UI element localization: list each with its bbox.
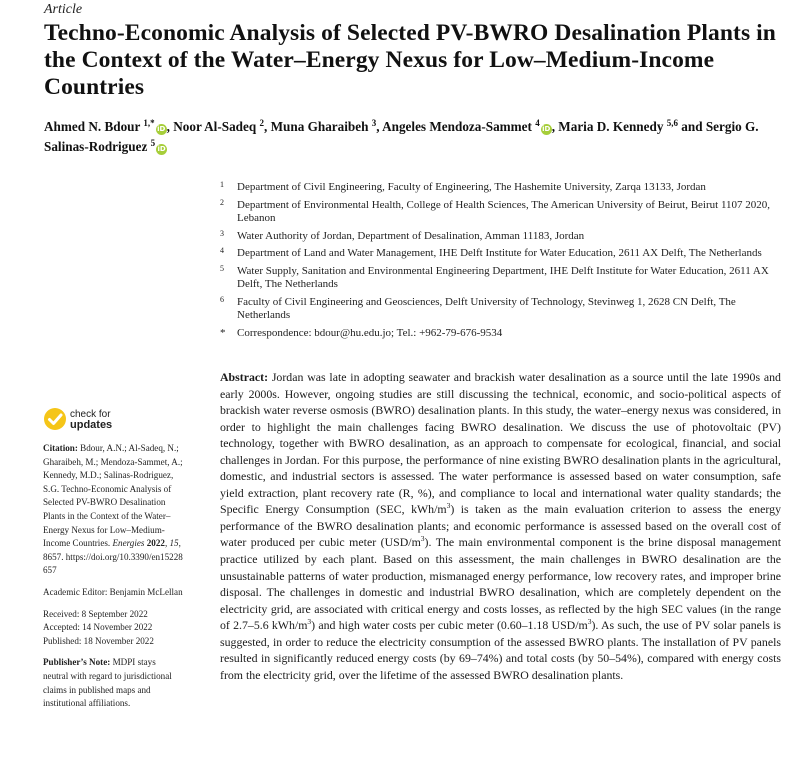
sup-1: 3 <box>446 501 451 511</box>
citation-doi-link[interactable]: https://doi.org/10.3390/en15228657 <box>43 551 183 576</box>
author-name: Sergio G. Salinas-Rodriguez <box>44 119 759 154</box>
author-name: Muna Gharaibeh <box>270 119 372 134</box>
affiliation-text: Department of Civil Engineering, Faculty of Engineering, The Hashemite University, Zarqa 13133, Jordan <box>237 181 706 193</box>
citation-block: Citation: Bdour, A.N.; Al-Sadeq, N.; Gharaibeh, M.; Mendoza-Sammet, A.; Kennedy, M.D.; Salinas-Rodriguez, S.G. Techno-Economic Analysis of Selected PV-BWRO Desalination Plants in the Context of the Water–Energy Nexus for Low–Medium-Income Countries. Energies 2022, 15, 8657. https://doi.org/10.3390/en15228657 <box>43 443 183 576</box>
author-separator: , <box>166 119 174 134</box>
affiliation-text: Department of Environmental Health, College of Health Sciences, The American University of Beirut, Beirut 1107 2020, Lebanon <box>237 198 771 224</box>
accepted-date: Accepted: 14 November 2022 <box>43 622 153 633</box>
affiliation-item <box>220 247 780 261</box>
published-date: Published: 18 November 2022 <box>43 635 154 646</box>
abstract-text-1: Jordan was late in adopting seawater and brackish water desalination as a source until the late 1990s and early 2000s. However, ongoing studies are still discussing the technical, economic, and socio-political aspects of brackish water reverse osmosis (BWRO) desalination plants. In this study, the water–energy nexus was considered, in order to highlight the main challenges facing BWRO desalination. We discuss the use of photovoltaic (PV) technology, together with BWRO desalination, as an approach to compensate for ecological, financial, and social challenges in Jordan. For this purpose, the performance of nine existing BWRO desalination plants in the agricultural, domestic, and industrial sectors is assessed. The water performance is assessed based on water consumption, safe yield extraction, plant recovery rate (R, %), and compliance to local and international water quality standards; the Specific Energy Consumption (SEC, kWh/m <box>220 370 781 517</box>
citation-volume: 15 <box>169 538 179 549</box>
citation-year: 2022 <box>146 538 165 549</box>
author-affiliation-sup: 3 <box>371 118 377 128</box>
citation-article-no: 8657. <box>43 551 64 562</box>
author-name: Maria D. Kennedy <box>558 119 667 134</box>
sup-3: 3 <box>307 617 312 627</box>
affiliation-number: 6 <box>220 294 224 304</box>
affiliation-number: 2 <box>220 197 224 207</box>
affiliation-number: 1 <box>220 180 224 189</box>
dates-block <box>43 608 183 649</box>
affiliation-item <box>220 327 780 341</box>
abstract <box>220 369 781 683</box>
affiliation-item <box>220 296 780 323</box>
affiliation-text: Faculty of Civil Engineering and Geosciences, Delft University of Technology, Stevinweg 1, 2628 CN Delft, The Netherlands <box>237 295 736 321</box>
sidebar-info <box>43 442 183 719</box>
check-for-updates-badge[interactable] <box>43 407 153 437</box>
author-joiner: and <box>677 119 706 134</box>
author-name: Noor Al-Sadeq <box>173 119 260 134</box>
author-affiliation-sup: 1,* <box>143 118 155 128</box>
citation-label: Citation: <box>43 443 78 453</box>
academic-editor: Academic Editor: Benjamin McLellan <box>43 586 183 597</box>
orcid-icon[interactable]: iD <box>157 125 166 133</box>
affiliation-number: 4 <box>220 246 224 255</box>
abstract-text-2: ) is taken as the main evaluation criterion to assess the energy performance of the BWRO desalination plants; and economic performance is assessed based on the overall cost of water produced per cubic meter (USD/m <box>220 502 781 550</box>
publishers-note-label: Publisher’s Note: <box>43 657 111 668</box>
author-name: Ahmed N. Bdour <box>44 119 144 134</box>
affiliation-text: Department of Land and Water Management, IHE Delft Institute for Water Education, 2611 AX Delft, The Netherlands <box>237 247 762 259</box>
checkmark-badge-icon <box>43 407 67 431</box>
affiliation-text: Water Authority of Jordan, Department of Desalination, Amman 11183, Jordan <box>237 229 585 242</box>
affiliation-item <box>220 181 780 195</box>
affiliation-item <box>220 265 780 292</box>
author-name: Angeles Mendoza-Sammet <box>382 119 536 134</box>
abstract-text-3: ). The main environmental component is the brine disposal management practice utilized by each plant. Based on this assessment, the main challenges in BWRO desalination are the unsustainable patterns of water production, mismanaged energy performance, low recovery rates, and improper brine disposal. The challenges in domestic and industrial BWRO desalination, which are completely dependent on the electricity grid, are associated with critical energy and costs losses, as reflected by the high SEC values (in the range of 2.7–5.6 kWh/m <box>220 535 781 633</box>
author-affiliation-sup: 4 <box>535 118 540 128</box>
affiliation-item <box>220 230 780 244</box>
orcid-icon[interactable]: iD <box>542 125 551 133</box>
abstract-text-4: ) and high water costs per cubic meter (0.60–1.18 USD/m <box>311 618 588 633</box>
author-separator: , <box>551 119 559 134</box>
article-type: Article <box>44 2 83 17</box>
check-line1: check for <box>70 409 111 420</box>
citation-text: Bdour, A.N.; Al-Sadeq, N.; Gharaibeh, M.; Mendoza-Sammet, A.; Kennedy, M.D.; Salinas-Rodriguez, S.G. Techno-Economic Analysis of Selected PV-BWRO Desalination Plants in the Context of the Water–Energy Nexus for Low–Medium-Income Countries. <box>43 443 183 549</box>
abstract-label: Abstract: <box>220 370 269 384</box>
citation-journal: Energies <box>112 538 145 549</box>
author-list <box>44 117 784 157</box>
sup-2: 3 <box>420 534 425 544</box>
paper-title: Techno-Economic Analysis of Selected PV-BWRO Desalination Plants in the Context of the Water–Energy Nexus for Low–Medium-Income Countries <box>44 20 776 100</box>
author-affiliation-sup: 5,6 <box>666 118 678 128</box>
sup-4: 3 <box>587 617 592 627</box>
publishers-note <box>43 656 183 710</box>
affiliation-number: * <box>220 326 226 339</box>
author-affiliation-sup: 2 <box>259 118 264 128</box>
affiliation-number: 5 <box>220 263 224 273</box>
affiliation-text: Water Supply, Sanitation and Environmental Engineering Department, IHE Delft Institute for Water Education, 2611 AX Delft, The Netherlands <box>237 264 769 290</box>
abstract-text-5: ). As such, the use of PV solar panels is suggested, in order to reduce the electricity consumption of the assessed BWRO plants. The installation of PV panels resulted in significantly reduced energy costs (by 69–74%) and total costs (by 50–54%), compared with energy costs from the electricity grid, over the lifetime of the assessed BWRO desalination plants. <box>220 618 781 682</box>
publishers-note-text: MDPI stays neutral with regard to jurisdictional claims in published maps and institutional affiliations. <box>43 657 172 709</box>
author-separator: , <box>264 119 271 134</box>
received-date: Received: 8 September 2022 <box>43 608 148 619</box>
affiliation-item <box>220 199 780 226</box>
affiliation-text: Correspondence: bdour@hu.edu.jo; Tel.: +962-79-676-9534 <box>237 326 503 339</box>
affiliation-number: 3 <box>220 228 224 238</box>
author-separator: , <box>376 119 383 134</box>
author-affiliation-sup: 5 <box>150 138 156 148</box>
affiliation-list <box>220 181 780 344</box>
check-line2: updates <box>70 419 113 431</box>
orcid-icon[interactable]: iD <box>157 145 166 153</box>
